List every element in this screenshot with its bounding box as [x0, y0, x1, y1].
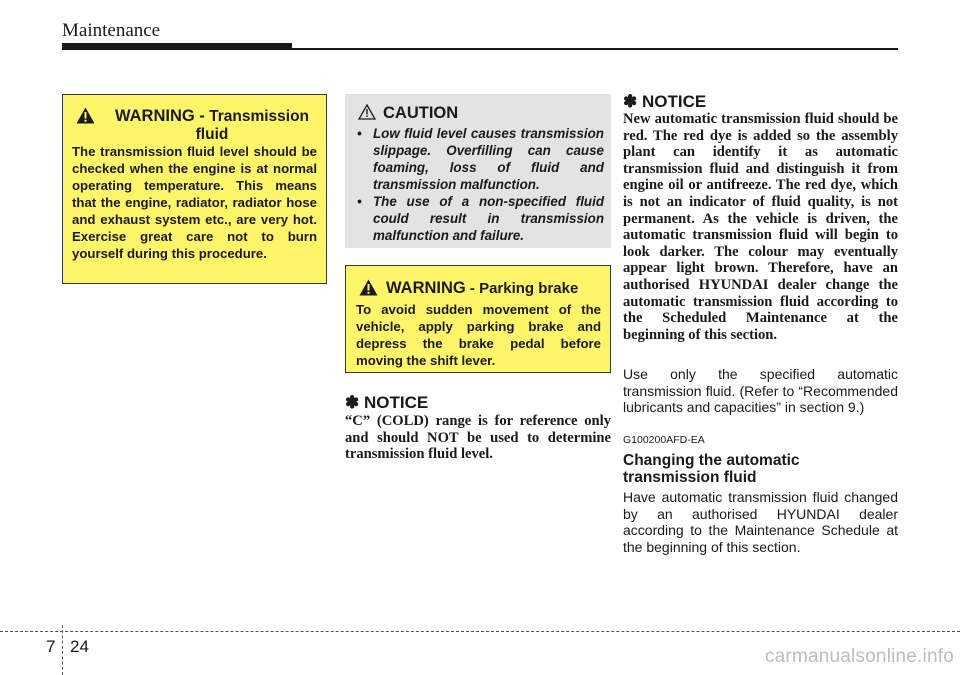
page-header-title: Maintenance	[62, 20, 161, 41]
warning-label: WARNING	[386, 279, 466, 297]
caution-item	[357, 125, 604, 193]
warning-parking-box	[345, 265, 611, 373]
header-thin-rule	[292, 48, 898, 50]
notice-red-body: New automatic transmission fluid should be red. The red dye is added so the assembly plant can identify it as automatic transmission fluid and distinguish it from engine oil or antifreeze. The red dye, which is not an indicator of fluid quality, is not permanent. As the vehicle is driven, the automatic transmission fluid will begin to look darker. The colour may eventually appear light brown. Therefore, have an authorised HYUNDAI dealer change the automatic transmission fluid according to the Scheduled Maintenance at the beginning of this section.	[623, 111, 898, 343]
watermark-text: carmanualsonline.info	[764, 646, 954, 667]
caution-label: CAUTION	[383, 104, 459, 122]
notice-cold-body: “C” (COLD) range is for reference only and should NOT be used to determine transmission fluid level.	[345, 413, 611, 463]
caution-box	[345, 94, 611, 248]
page-number: 24	[70, 637, 89, 656]
warning-label: WARNING -	[114, 107, 205, 125]
warning-transmission-box	[62, 94, 327, 284]
specified-fluid-text: Use only the specified automatic transmission fluid. (Refer to “Recommended lubricants and capacities” in section 9.)	[623, 366, 898, 416]
notice-cold-heading: ✽ NOTICE	[345, 393, 429, 412]
caution-list	[357, 125, 604, 244]
header-thick-rule	[62, 43, 292, 50]
footer-dashed-line	[0, 631, 960, 632]
caution-item	[357, 193, 604, 244]
footer-dashed-divider	[62, 625, 63, 675]
warning-transmission-body: The transmission fluid level should be checked when the engine is at normal operating temperature. This means that the engine, radiator, radiator hose and exhaust system etc., are very hot. Exercise great care not to burn yourself during this procedure.	[72, 144, 317, 261]
caution-triangle-icon	[358, 104, 376, 120]
section-code: G100200AFD-EA	[623, 434, 705, 446]
caution-item-text: Low fluid level causes transmission slippage. Overfilling can cause foaming, loss of fluid and transmission malfunction.	[373, 126, 604, 192]
warning-parking-body: To avoid sudden movement of the vehicle, apply parking brake and depress the brake pedal before moving the shift lever.	[356, 302, 601, 368]
warning-triangle-icon	[359, 279, 378, 296]
page-chapter-number: 7	[46, 637, 56, 656]
changing-body: Have automatic transmission fluid changed by an authorised HYUNDAI dealer according to the Maintenance Schedule at the beginning of this section.	[623, 489, 898, 556]
section-heading: Changing the automatic transmission fluid	[623, 452, 800, 486]
warning-subject-line2: fluid	[195, 126, 229, 143]
caution-bullet: •	[357, 126, 362, 141]
warning-subject: Transmission	[209, 108, 310, 125]
caution-item-text: The use of a non-specified fluid could result in transmission malfunction and failure.	[373, 194, 604, 243]
notice-red-heading: ✽ NOTICE	[623, 92, 707, 111]
warning-subject: - Parking brake	[465, 280, 579, 297]
warning-triangle-icon	[76, 107, 95, 124]
caution-bullet: •	[357, 194, 362, 209]
